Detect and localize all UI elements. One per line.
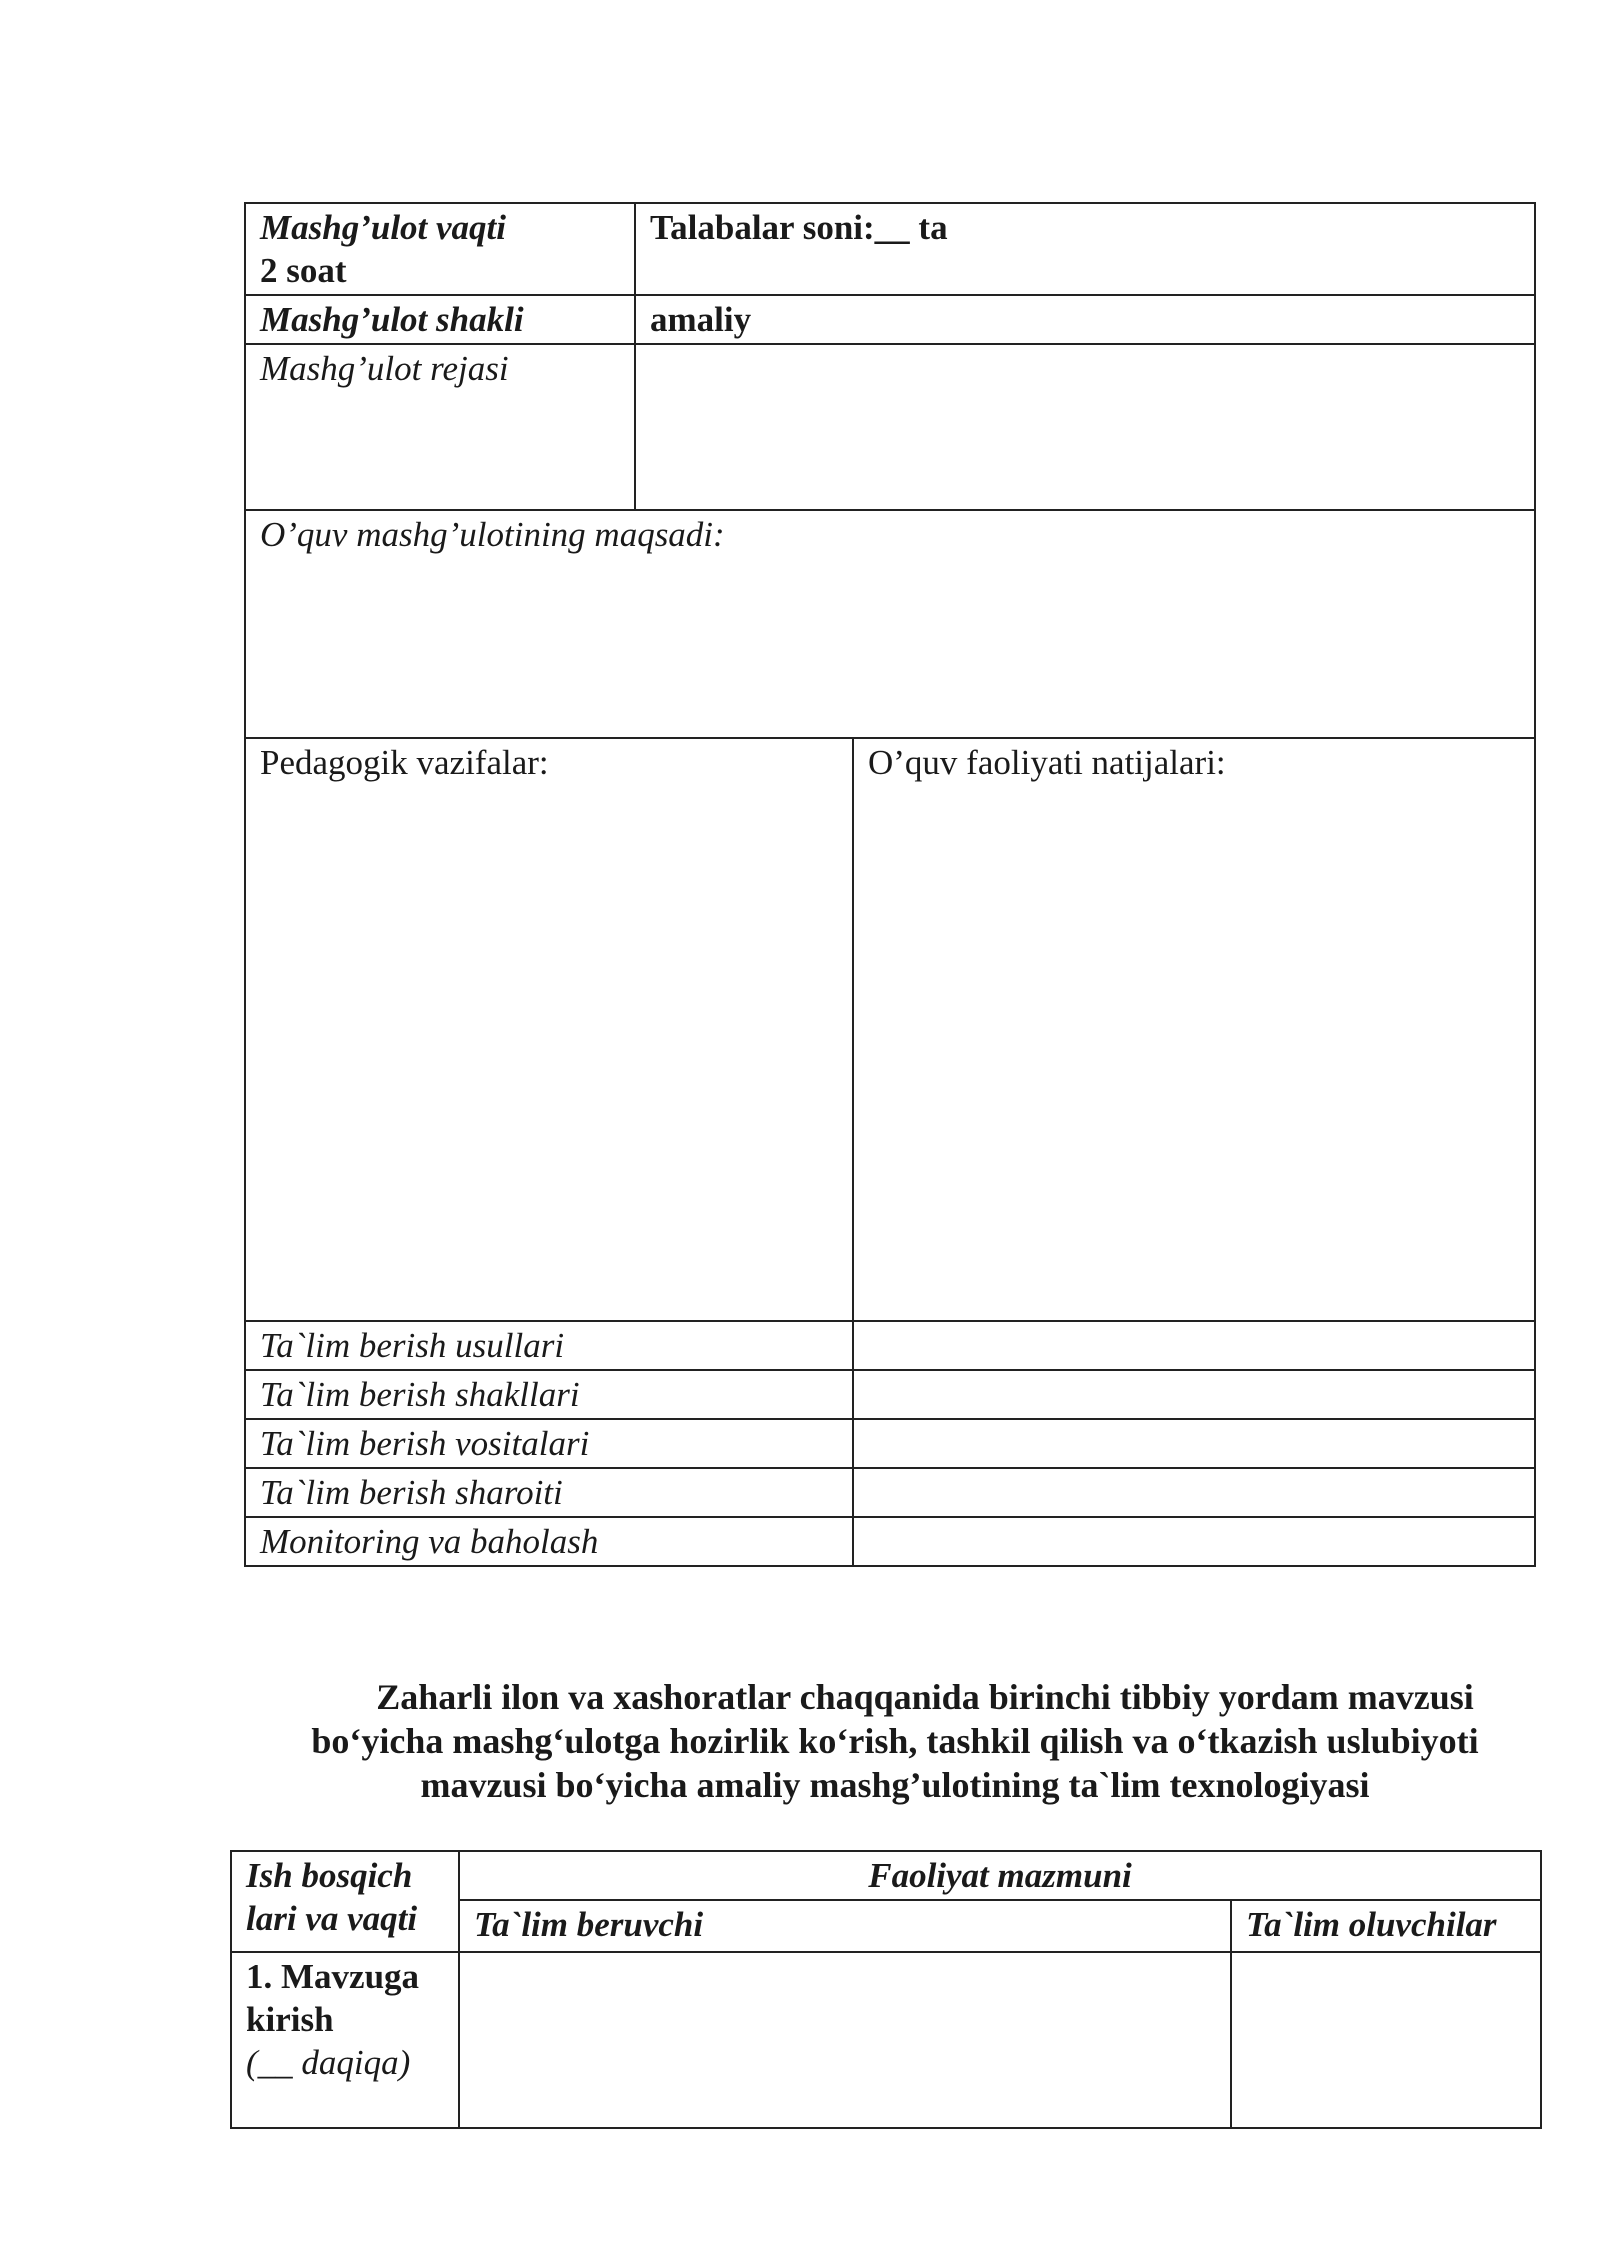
methods-row bbox=[245, 1370, 1535, 1419]
methods-label: Ta`lim berish sharoiti bbox=[245, 1468, 853, 1517]
goal-row bbox=[245, 510, 1535, 738]
methods-label: Monitoring va baholash bbox=[245, 1517, 853, 1566]
form-label: Mashg’ulot shakli bbox=[245, 295, 635, 344]
heading-line-2: bo‘yicha mashg‘ulotga hozirlik ko‘rish, tashkil qilish va o‘tkazish uslubiyoti bbox=[311, 1721, 1479, 1761]
plan-label: Mashg’ulot rejasi bbox=[245, 344, 635, 510]
teacher-cell bbox=[459, 1952, 1231, 2128]
teacher-header: Ta`lim beruvchi bbox=[459, 1900, 1231, 1952]
duration-cell bbox=[245, 203, 635, 295]
form-row bbox=[245, 295, 1535, 344]
topic-heading bbox=[250, 1675, 1540, 1807]
plan-row bbox=[245, 344, 1535, 510]
methods-value bbox=[853, 1468, 1535, 1517]
stage-title: 1. Mavzuga kirish bbox=[246, 1957, 420, 2039]
stage-time: (__ daqiqa) bbox=[246, 2043, 411, 2082]
stage-cell bbox=[231, 1952, 459, 2128]
methods-label: Ta`lim berish usullari bbox=[245, 1321, 853, 1370]
lesson-plan-table bbox=[244, 202, 1536, 1567]
learning-results: O’quv faoliyati natijalari: bbox=[853, 738, 1535, 1321]
heading-line-1: Zaharli ilon va xashoratlar chaqqanida birinchi tibbiy yordam mavzusi bbox=[376, 1677, 1474, 1717]
methods-value bbox=[853, 1370, 1535, 1419]
tasks-row bbox=[245, 738, 1535, 1321]
stage-row bbox=[231, 1952, 1541, 2128]
technology-table bbox=[230, 1850, 1542, 2129]
stage-header: Ish bosqich lari va vaqti bbox=[231, 1851, 459, 1952]
methods-value bbox=[853, 1321, 1535, 1370]
header-row bbox=[231, 1851, 1541, 1900]
methods-label: Ta`lim berish vositalari bbox=[245, 1419, 853, 1468]
methods-value bbox=[853, 1517, 1535, 1566]
duration-label: Mashg’ulot vaqti bbox=[260, 208, 507, 247]
duration-value: 2 soat bbox=[260, 251, 347, 290]
methods-value bbox=[853, 1419, 1535, 1468]
plan-value bbox=[635, 344, 1535, 510]
goal-label: O’quv mashg’ulotining maqsadi: bbox=[245, 510, 1535, 738]
methods-row bbox=[245, 1419, 1535, 1468]
heading-line-3: mavzusi bo‘yicha amaliy mashg’ulotining ta`lim texnologiyasi bbox=[420, 1765, 1370, 1805]
learners-header: Ta`lim oluvchilar bbox=[1231, 1900, 1541, 1952]
students-count: Talabalar soni:__ ta bbox=[635, 203, 1535, 295]
methods-label: Ta`lim berish shakllari bbox=[245, 1370, 853, 1419]
methods-row bbox=[245, 1468, 1535, 1517]
learners-cell bbox=[1231, 1952, 1541, 2128]
methods-row bbox=[245, 1517, 1535, 1566]
form-value: amaliy bbox=[635, 295, 1535, 344]
duration-row bbox=[245, 203, 1535, 295]
activity-header: Faoliyat mazmuni bbox=[459, 1851, 1541, 1900]
methods-row bbox=[245, 1321, 1535, 1370]
pedagogical-tasks: Pedagogik vazifalar: bbox=[245, 738, 853, 1321]
